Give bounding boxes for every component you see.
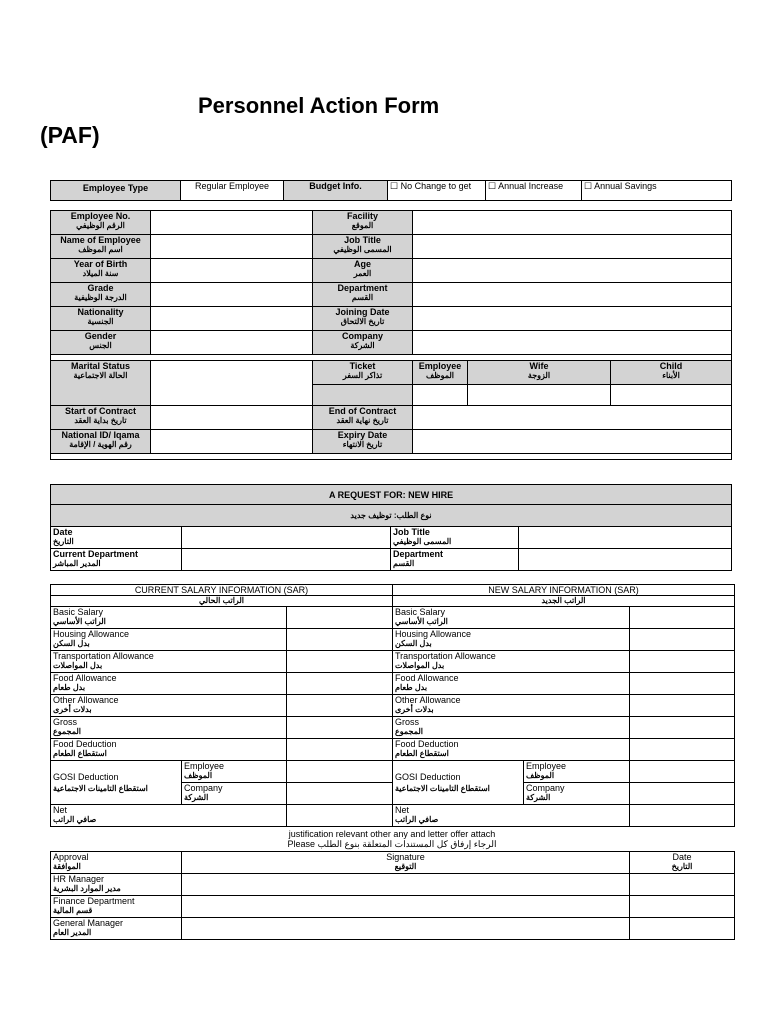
nationality-label: Nationality الجنسية [51,307,151,331]
new-gross-field[interactable] [630,717,735,739]
salary-table [50,584,735,827]
approval-header: Approval الموافقة [51,852,182,874]
nationality-field[interactable] [151,307,313,331]
job-title-field[interactable] [413,235,732,259]
marital-status-label: Marital Status الحالة الاجتماعية [51,361,151,406]
no-change-checkbox[interactable]: ☐ No Change to get [388,181,486,201]
attachment-note: justification relevant other any and letter offer attach [288,829,496,839]
new-gosi-company-label: Company الشركة [524,783,630,805]
end-contract-label: End of Contract تاريخ نهاية العقد [313,406,413,430]
hr-manager-label: HR Manager مدير الموارد البشرية [51,874,182,896]
new-basic-salary-label: Basic Salary الراتب الأساسي [393,607,630,629]
employee-no-field[interactable] [151,211,313,235]
date-header: Date التاريخ [630,852,735,874]
annual-savings-checkbox[interactable]: ☐ Annual Savings [582,181,732,201]
department-field[interactable] [413,283,732,307]
new-other-allowance-field[interactable] [630,695,735,717]
new-net-label: Net صافي الراتب [393,805,630,827]
gender-field[interactable] [151,331,313,355]
gender-label: Gender الجنس [51,331,151,355]
ticket-wife-field[interactable] [468,385,611,406]
current-department-field[interactable] [182,549,391,571]
hr-manager-signature[interactable] [182,874,630,896]
new-food-deduction-field[interactable] [630,739,735,761]
budget-info-label: Budget Info. [284,181,388,201]
joining-date-field[interactable] [413,307,732,331]
current-housing-label: Housing Allowance بدل السكن [51,629,287,651]
new-transportation-label: Transportation Allowance بدل المواصلات [393,651,630,673]
current-net-label: Net صافي الراتب [51,805,287,827]
current-salary-arabic: الراتب الحالي [51,596,393,607]
expiry-date-field[interactable] [413,430,732,454]
employee-info-table [50,210,732,460]
request-title-arabic: نوع الطلب: توظيف جديد [51,505,732,527]
new-other-allowance-label: Other Allowance بدلات أخرى [393,695,630,717]
ticket-child-label: Child الأبناء [611,361,732,385]
attachment-note-arabic: الرجاء إرفاق كل المستندات المتعلقة بنوع الطلب Please [287,839,497,849]
joining-date-label: Joining Date تاريخ الالتحاق [313,307,413,331]
current-basic-salary-field[interactable] [287,607,393,629]
request-title: A REQUEST FOR: NEW HIRE [51,485,732,505]
current-other-allowance-field[interactable] [287,695,393,717]
facility-label: Facility الموقع [313,211,413,235]
ticket-blank-cell [313,385,413,406]
new-gross-label: Gross المجموع [393,717,630,739]
current-food-deduction-field[interactable] [287,739,393,761]
end-contract-field[interactable] [413,406,732,430]
current-food-allowance-label: Food Allowance بدل طعام [51,673,287,695]
approval-table [50,851,735,940]
new-gosi-company-field[interactable] [630,783,735,805]
request-date-label: Date التاريخ [51,527,182,549]
ticket-employee-label: Employee الموظف [413,361,468,385]
job-title-label: Job Title المسمى الوظيفي [313,235,413,259]
current-department-label: Current Department المدير المباشر [51,549,182,571]
ticket-employee-field[interactable] [413,385,468,406]
current-gosi-label: GOSI Deduction استقطاع التامينات الاجتماعية [51,761,182,805]
new-food-deduction-label: Food Deduction استقطاع الطعام [393,739,630,761]
general-manager-signature[interactable] [182,918,630,940]
expiry-date-label: Expiry Date تاريخ الانتهاء [313,430,413,454]
finance-department-date[interactable] [630,896,735,918]
new-transportation-field[interactable] [630,651,735,673]
current-basic-salary-label: Basic Salary الراتب الأساسي [51,607,287,629]
page-subtitle: (PAF) [40,122,100,148]
current-salary-title: CURRENT SALARY INFORMATION (SAR) [51,585,393,596]
general-manager-date[interactable] [630,918,735,940]
current-gosi-employee-field[interactable] [287,761,393,783]
new-food-allowance-label: Food Allowance بدل طعام [393,673,630,695]
current-gross-label: Gross المجموع [51,717,287,739]
finance-department-signature[interactable] [182,896,630,918]
finance-department-label: Finance Department قسم المالية [51,896,182,918]
request-job-title-field[interactable] [519,527,732,549]
ticket-wife-label: Wife الزوجة [468,361,611,385]
request-date-field[interactable] [182,527,391,549]
age-field[interactable] [413,259,732,283]
employee-no-label: Employee No. الرقم الوظيفي [51,211,151,235]
new-housing-field[interactable] [630,629,735,651]
new-gosi-employee-label: Employee الموظف [524,761,630,783]
request-department-label: Department القسم [391,549,519,571]
new-net-field[interactable] [630,805,735,827]
year-of-birth-label: Year of Birth سنة الميلاد [51,259,151,283]
current-transportation-label: Transportation Allowance بدل المواصلات [51,651,287,673]
employee-type-label: Employee Type [51,181,181,201]
start-contract-field[interactable] [151,406,313,430]
new-gosi-employee-field[interactable] [630,761,735,783]
current-gosi-employee-label: Employee الموظف [182,761,287,783]
ticket-label: Ticket تذاكر السفر [313,361,413,385]
year-of-birth-field[interactable] [151,259,313,283]
annual-increase-checkbox[interactable]: ☐ Annual Increase [486,181,582,201]
request-department-field[interactable] [519,549,732,571]
name-label: Name of Employee اسم الموظف [51,235,151,259]
facility-field[interactable] [413,211,732,235]
current-housing-field[interactable] [287,629,393,651]
current-food-allowance-field[interactable] [287,673,393,695]
current-transportation-field[interactable] [287,651,393,673]
current-other-allowance-label: Other Allowance بدلات أخرى [51,695,287,717]
new-food-allowance-field[interactable] [630,673,735,695]
current-gross-field[interactable] [287,717,393,739]
start-contract-label: Start of Contract تاريخ بداية العقد [51,406,151,430]
request-job-title-label: Job Title المسمى الوظيفي [391,527,519,549]
grade-field[interactable] [151,283,313,307]
page-title: Personnel Action Form [198,93,440,118]
employee-type-value[interactable]: Regular Employee [181,181,284,201]
company-label: Company الشركة [313,331,413,355]
general-manager-label: General Manager المدير العام [51,918,182,940]
company-field[interactable] [413,331,732,355]
request-table [50,484,732,571]
current-food-deduction-label: Food Deduction استقطاع الطعام [51,739,287,761]
employee-type-bar [50,180,732,201]
national-id-field[interactable] [151,430,313,454]
department-label: Department القسم [313,283,413,307]
grade-label: Grade الدرجة الوظيفية [51,283,151,307]
new-basic-salary-field[interactable] [630,607,735,629]
marital-status-field[interactable] [151,361,313,406]
current-net-field[interactable] [287,805,393,827]
new-salary-arabic: الراتب الجديد [393,596,735,607]
signature-header: Signature التوقيع [182,852,630,874]
current-gosi-company-field[interactable] [287,783,393,805]
hr-manager-date[interactable] [630,874,735,896]
national-id-label: National ID/ Iqama رقم الهوية / الإقامة [51,430,151,454]
current-gosi-company-label: Company الشركة [182,783,287,805]
spacer-row [51,454,732,460]
ticket-child-field[interactable] [611,385,732,406]
new-salary-title: NEW SALARY INFORMATION (SAR) [393,585,735,596]
new-gosi-label: GOSI Deduction استقطاع التامينات الاجتماعية [393,761,524,805]
age-label: Age العمر [313,259,413,283]
new-housing-label: Housing Allowance بدل السكن [393,629,630,651]
name-field[interactable] [151,235,313,259]
